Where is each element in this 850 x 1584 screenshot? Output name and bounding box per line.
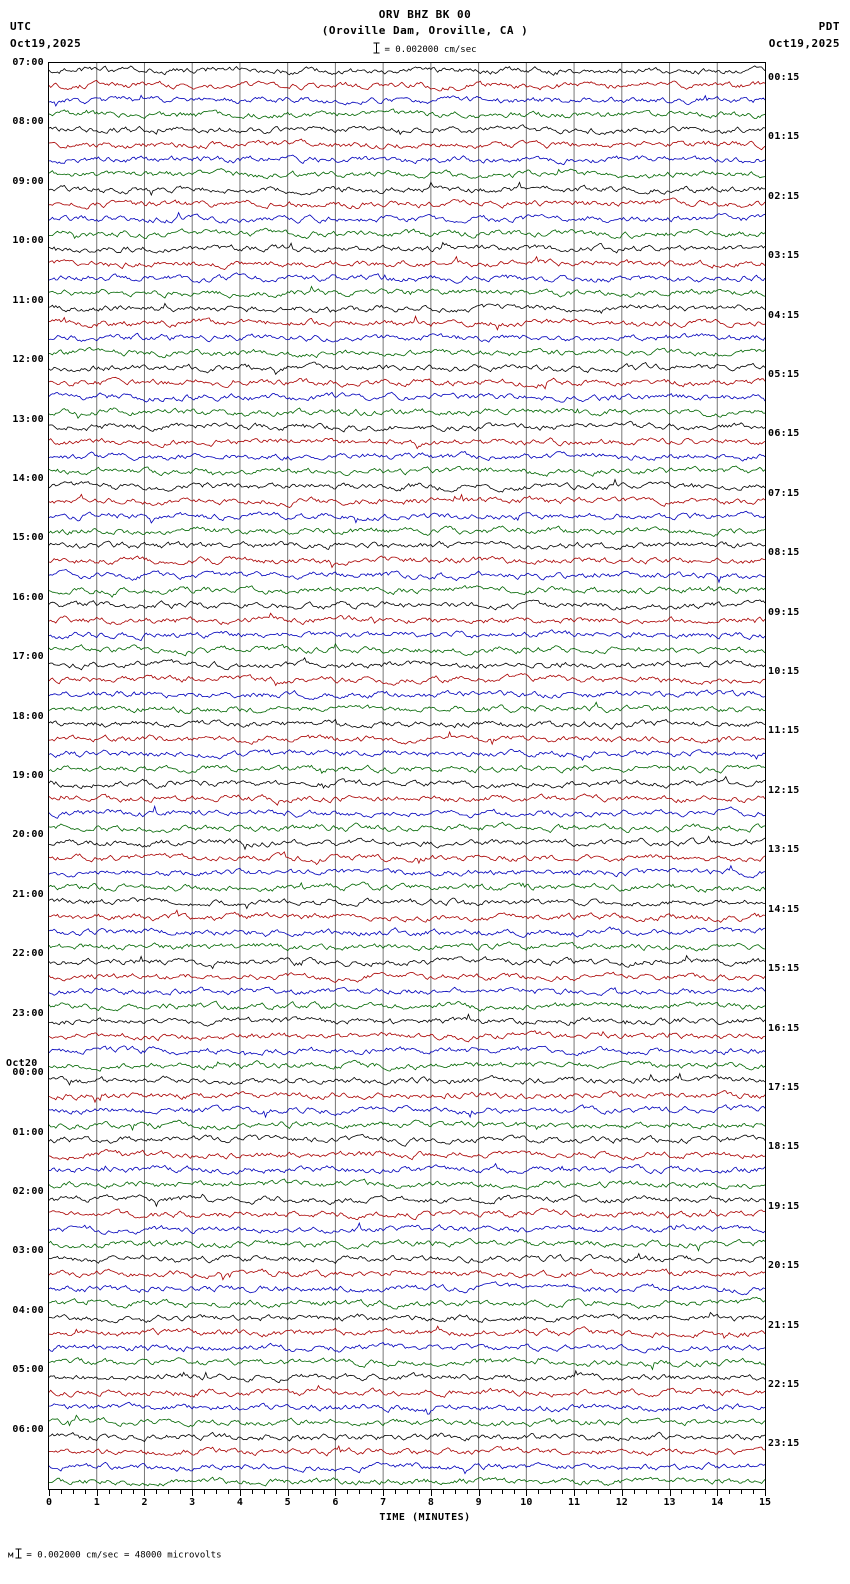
x-tick-label: 15	[758, 1497, 772, 1508]
footer-prefix: м	[8, 1550, 14, 1561]
x-minor-tick	[395, 1490, 396, 1494]
x-tick-label: 2	[141, 1497, 148, 1508]
left-time-label: 10:00	[12, 235, 44, 247]
x-tick-mark	[574, 1490, 575, 1496]
right-time-label: 00:15	[768, 71, 800, 83]
x-tick-mark	[97, 1490, 98, 1496]
x-tick-mark	[622, 1490, 623, 1496]
x-minor-tick	[371, 1490, 372, 1494]
right-time-label: 06:15	[768, 428, 800, 440]
x-axis-title: TIME (MINUTES)	[379, 1512, 471, 1523]
x-tick-label: 13	[663, 1497, 676, 1508]
left-time-label: 09:00	[12, 175, 44, 187]
right-time-label: 15:15	[768, 963, 800, 975]
left-time-label: 15:00	[12, 532, 44, 544]
left-time-label: 04:00	[12, 1304, 44, 1316]
x-tick-label: 14	[711, 1497, 724, 1508]
x-tick-mark	[192, 1490, 193, 1496]
right-time-label: 22:15	[768, 1379, 800, 1391]
x-minor-tick	[634, 1490, 635, 1494]
timezone-pdt-label: PDT	[818, 20, 840, 33]
left-time-label: 02:00	[12, 1185, 44, 1197]
scale-legend	[0, 42, 850, 57]
right-time-label: 10:15	[768, 666, 800, 678]
x-tick-mark	[670, 1490, 671, 1496]
x-minor-tick	[109, 1490, 110, 1494]
x-minor-tick	[180, 1490, 181, 1494]
left-time-label: 13:00	[12, 413, 44, 425]
left-time-label: 05:00	[12, 1364, 44, 1376]
right-time-label: 13:15	[768, 844, 800, 856]
x-minor-tick	[455, 1490, 456, 1494]
x-minor-tick	[658, 1490, 659, 1494]
x-tick-label: 8	[427, 1497, 434, 1508]
header-center	[0, 8, 850, 37]
right-time-label: 16:15	[768, 1022, 800, 1034]
x-minor-tick	[610, 1490, 611, 1494]
left-time-label: 18:00	[12, 710, 44, 722]
x-minor-tick	[85, 1490, 86, 1494]
x-minor-tick	[407, 1490, 408, 1494]
right-time-label: 07:15	[768, 487, 800, 499]
x-minor-tick	[73, 1490, 74, 1494]
left-time-label: 21:00	[12, 888, 44, 900]
left-time-label: 23:00	[12, 1007, 44, 1019]
x-minor-tick	[312, 1490, 313, 1494]
right-time-label: 17:15	[768, 1081, 800, 1093]
x-minor-tick	[586, 1490, 587, 1494]
x-tick-label: 11	[568, 1497, 581, 1508]
x-minor-tick	[156, 1490, 157, 1494]
right-time-label: 12:15	[768, 784, 800, 796]
x-minor-tick	[204, 1490, 205, 1494]
left-time-label: 14:00	[12, 472, 44, 484]
x-minor-tick	[491, 1490, 492, 1494]
x-minor-tick	[300, 1490, 301, 1494]
x-minor-tick	[729, 1490, 730, 1494]
x-minor-tick	[419, 1490, 420, 1494]
right-time-label: 21:15	[768, 1319, 800, 1331]
x-minor-tick	[550, 1490, 551, 1494]
x-minor-tick	[681, 1490, 682, 1494]
x-minor-tick	[264, 1490, 265, 1494]
x-tick-label: 3	[189, 1497, 196, 1508]
x-minor-tick	[168, 1490, 169, 1494]
left-time-label: 08:00	[12, 116, 44, 128]
x-minor-tick	[359, 1490, 360, 1494]
x-minor-tick	[741, 1490, 742, 1494]
right-time-label: 02:15	[768, 190, 800, 202]
x-minor-tick	[133, 1490, 134, 1494]
x-minor-tick	[598, 1490, 599, 1494]
x-minor-tick	[443, 1490, 444, 1494]
x-tick-label: 1	[93, 1497, 100, 1508]
left-time-label: 06:00	[12, 1423, 44, 1435]
x-tick-mark	[49, 1490, 50, 1496]
footer-scale-bar-icon	[15, 1548, 22, 1562]
right-time-label: 08:15	[768, 547, 800, 559]
utc-date-label: Oct19,2025	[10, 37, 82, 50]
right-time-label: 18:15	[768, 1141, 800, 1153]
scale-legend-text: = 0.002000 cm/sec	[384, 45, 477, 55]
x-tick-label: 0	[45, 1497, 53, 1508]
x-minor-tick	[705, 1490, 706, 1494]
left-time-label: 22:00	[12, 948, 44, 960]
x-minor-tick	[502, 1490, 503, 1494]
x-tick-label: 5	[284, 1497, 291, 1508]
timezone-utc-label: UTC	[10, 20, 32, 33]
x-tick-label: 10	[520, 1497, 533, 1508]
x-minor-tick	[276, 1490, 277, 1494]
helicorder-plot	[48, 62, 766, 1490]
x-minor-tick	[538, 1490, 539, 1494]
x-tick-label: 4	[236, 1497, 243, 1508]
pdt-date-label: Oct19,2025	[768, 37, 840, 50]
x-minor-tick	[252, 1490, 253, 1494]
left-time-label: 03:00	[12, 1245, 44, 1257]
page-title: ORV BHZ BK 00	[378, 8, 472, 21]
x-tick-mark	[240, 1490, 241, 1496]
x-minor-tick	[514, 1490, 515, 1494]
right-time-label: 23:15	[768, 1438, 800, 1450]
x-minor-tick	[562, 1490, 563, 1494]
left-time-label: 11:00	[12, 294, 44, 306]
right-time-label: 19:15	[768, 1200, 800, 1212]
x-minor-tick	[753, 1490, 754, 1494]
day-change-label: Oct20	[6, 1058, 38, 1070]
right-time-label: 03:15	[768, 250, 800, 262]
left-time-label: 17:00	[12, 651, 44, 663]
x-tick-label: 7	[380, 1497, 387, 1508]
x-tick-mark	[335, 1490, 336, 1496]
x-tick-mark	[526, 1490, 527, 1496]
x-tick-mark	[479, 1490, 480, 1496]
footer-scale-note	[8, 1548, 222, 1562]
page-subtitle: (Oroville Dam, Oroville, CA )	[321, 24, 529, 37]
x-minor-tick	[323, 1490, 324, 1494]
left-time-label: 01:00	[12, 1126, 44, 1138]
right-time-label: 04:15	[768, 309, 800, 321]
x-tick-mark	[717, 1490, 718, 1496]
scale-bar-icon	[373, 42, 380, 57]
right-time-label: 11:15	[768, 725, 800, 737]
right-time-label: 05:15	[768, 368, 800, 380]
right-time-label: 09:15	[768, 606, 800, 618]
left-time-label: 00:00	[12, 1067, 44, 1079]
left-time-label: 19:00	[12, 770, 44, 781]
left-time-label: 07:00	[12, 57, 44, 68]
left-time-label: 16:00	[12, 591, 44, 603]
x-tick-label: 6	[332, 1497, 339, 1508]
footer-scale-text: = 0.002000 cm/sec = 48000 microvolts	[26, 1550, 222, 1561]
x-minor-tick	[228, 1490, 229, 1494]
x-tick-mark	[144, 1490, 145, 1496]
x-tick-mark	[765, 1490, 766, 1496]
right-time-label: 01:15	[768, 131, 800, 143]
x-tick-mark	[288, 1490, 289, 1496]
x-minor-tick	[347, 1490, 348, 1494]
x-minor-tick	[693, 1490, 694, 1494]
right-time-label: 20:15	[768, 1260, 800, 1272]
x-minor-tick	[216, 1490, 217, 1494]
left-time-label: 20:00	[12, 829, 44, 841]
x-tick-label: 9	[475, 1497, 482, 1508]
x-tick-mark	[431, 1490, 432, 1496]
x-minor-tick	[646, 1490, 647, 1494]
x-minor-tick	[467, 1490, 468, 1494]
right-time-label: 14:15	[768, 903, 800, 915]
x-minor-tick	[61, 1490, 62, 1494]
x-tick-label: 12	[615, 1497, 628, 1508]
left-time-label: 12:00	[12, 354, 44, 366]
x-minor-tick	[121, 1490, 122, 1494]
x-tick-mark	[383, 1490, 384, 1496]
